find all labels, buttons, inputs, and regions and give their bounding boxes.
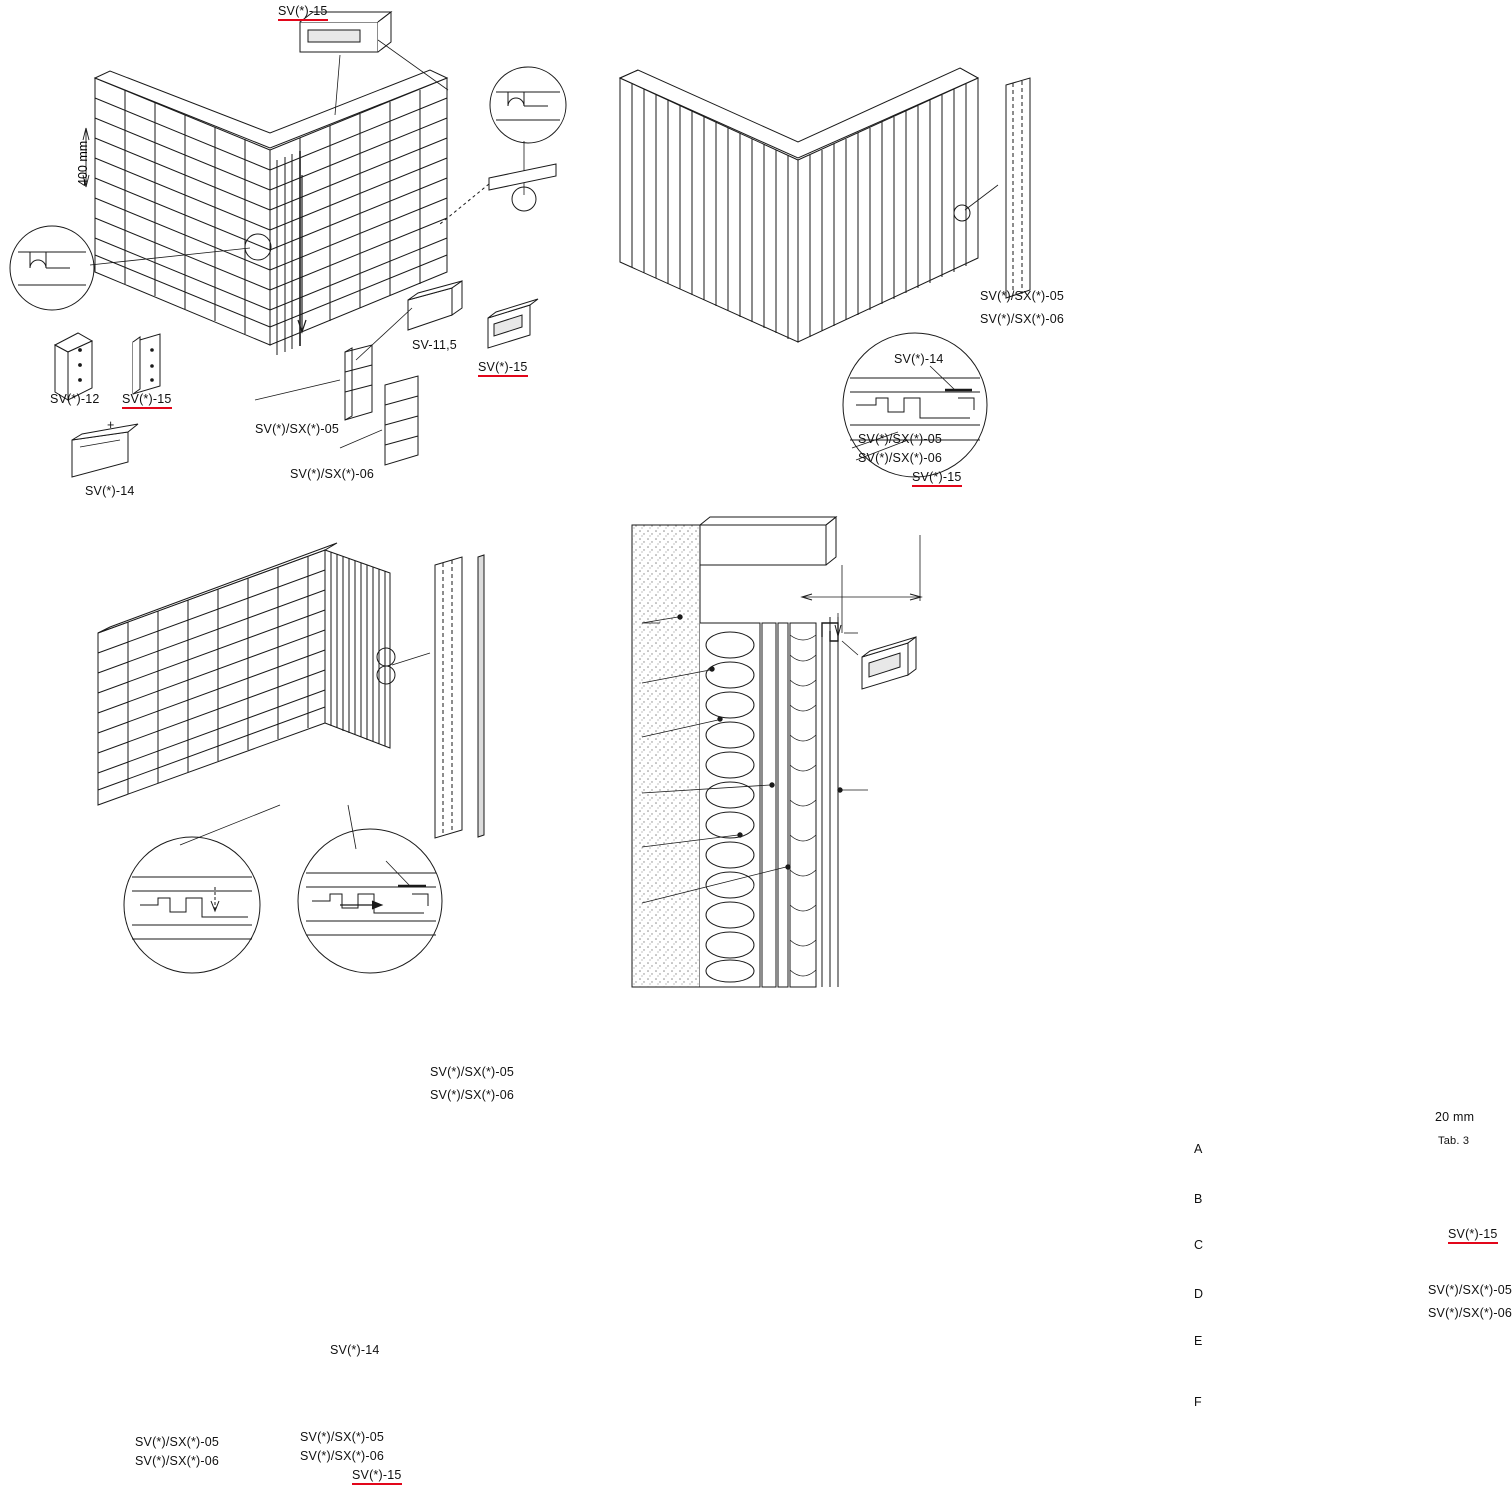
label-tl-sv05: SV(*)/SX(*)-05 (255, 422, 340, 436)
label-tr-detail-05: SV(*)/SX(*)-05 (858, 432, 943, 446)
label-tl-sv12: SV(*)-12 (50, 392, 100, 406)
quadrant-bottom-right (590, 505, 1512, 1409)
label-bl-detail-b-sv15: SV(*)-15 (352, 1468, 402, 1482)
quadrant-top-right (560, 0, 1080, 505)
label-bl-panel05: SV(*)/SX(*)-05 (430, 1065, 515, 1079)
label-tl-sv14: SV(*)-14 (85, 484, 135, 498)
label-br-panel06: SV(*)/SX(*)-06 (1428, 1306, 1512, 1320)
label-tr-detail-06: SV(*)/SX(*)-06 (858, 451, 943, 465)
label-tr-detail-sv15: SV(*)-15 (912, 470, 962, 484)
label-bl-detail-a-05: SV(*)/SX(*)-05 (135, 1435, 220, 1449)
label-tl-sv15-top: SV(*)-15 (278, 4, 328, 18)
label-tl-sv15-left: SV(*)-15 (122, 392, 172, 406)
legend-item-d: D (1194, 1287, 1204, 1301)
legend-item-f: F (1194, 1395, 1202, 1409)
legend-item-e: E (1194, 1334, 1203, 1348)
label-tr-detail-sv14: SV(*)-14 (894, 352, 944, 366)
bl-drawing (0, 505, 590, 1011)
label-br-tab3: Tab. 3 (1438, 1135, 1470, 1147)
label-tl-sv15-right: SV(*)-15 (478, 360, 528, 374)
legend-item-a: A (1194, 1142, 1203, 1156)
label-bl-detail-b-06: SV(*)/SX(*)-06 (300, 1449, 385, 1463)
label-bl-detail-a-06: SV(*)/SX(*)-06 (135, 1454, 220, 1468)
legend-item-c: C (1194, 1238, 1204, 1252)
label-tr-panel06: SV(*)/SX(*)-06 (980, 312, 1065, 326)
label-bl-detail-b-05: SV(*)/SX(*)-05 (300, 1430, 385, 1444)
label-br-sv15: SV(*)-15 (1448, 1227, 1498, 1241)
label-tl-sv115: SV-11,5 (412, 338, 457, 352)
label-tl-400mm: 400 mm (76, 140, 90, 186)
label-bl-panel06: SV(*)/SX(*)-06 (430, 1088, 515, 1102)
quadrant-bottom-left (0, 505, 590, 1482)
label-br-panel05: SV(*)/SX(*)-05 (1428, 1283, 1512, 1297)
label-tr-panel05: SV(*)/SX(*)-05 (980, 289, 1065, 303)
legend-item-b: B (1194, 1192, 1203, 1206)
tr-drawing (560, 0, 1080, 505)
label-br-20mm: 20 mm (1435, 1110, 1475, 1124)
label-tl-plus: + (107, 418, 115, 432)
quadrant-top-left (0, 0, 560, 505)
br-drawing (590, 505, 1080, 1011)
label-tl-sv06: SV(*)/SX(*)-06 (290, 467, 375, 481)
label-bl-detail-b-sv14: SV(*)-14 (330, 1343, 380, 1357)
